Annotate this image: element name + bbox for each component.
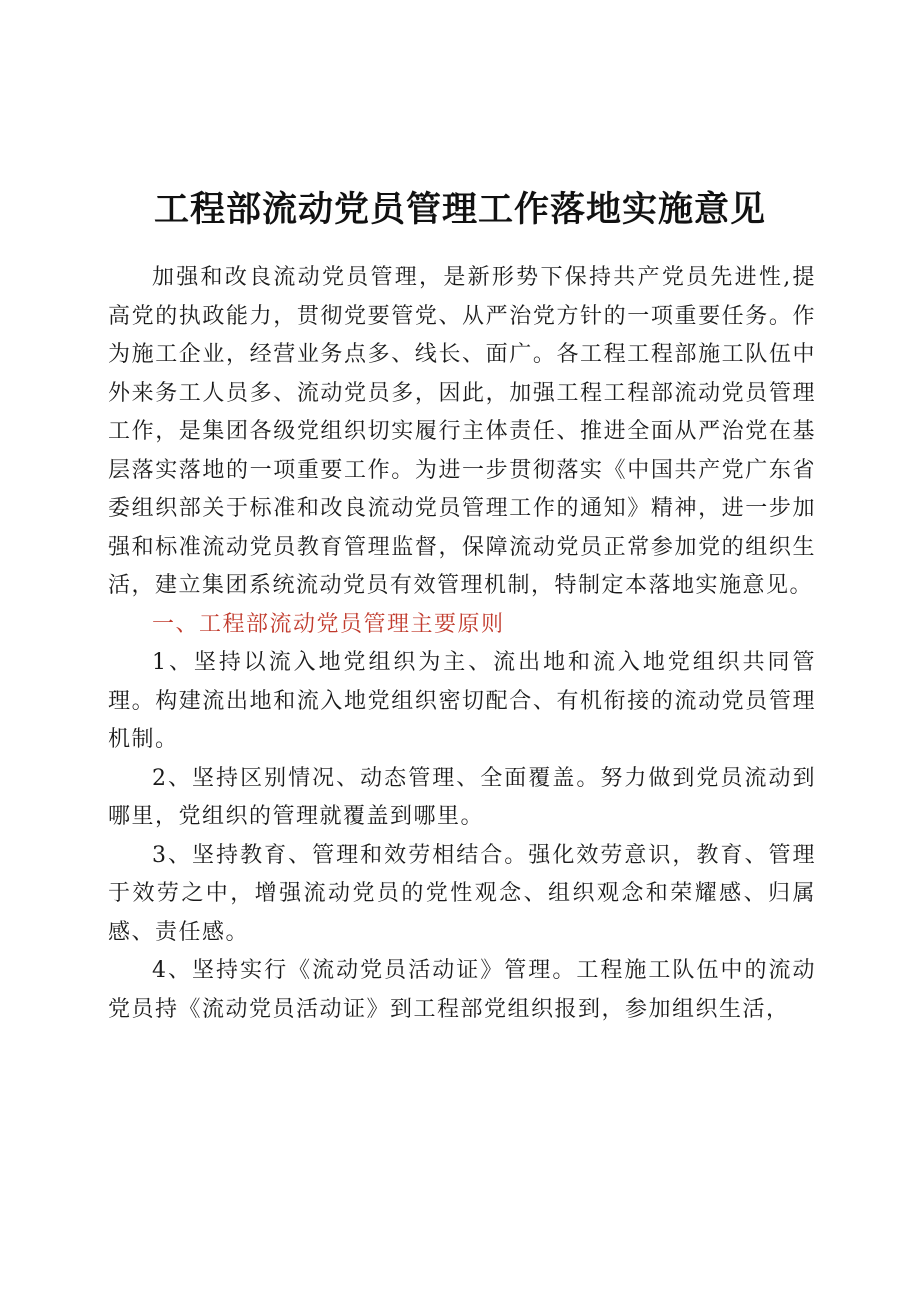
principle-2-paragraph: 2、坚持区别情况、动态管理、全面覆盖。努力做到党员流动到哪里，党组织的管理就覆盖到哪里。 <box>108 765 816 829</box>
document-title: 工程部流动党员管理工作落地实施意见 <box>153 190 766 230</box>
section-heading: 一、工程部流动党员管理主要原则 <box>152 611 505 637</box>
principle-1-paragraph: 1、坚持以流入地党组织为主、流出地和流入地党组织共同管理。构建流出地和流入地党组织密切配合、有机衔接的流动党员管理机制。 <box>108 650 816 752</box>
principle-3-paragraph: 3、坚持教育、管理和效劳相结合。强化效劳意识，教育、管理于效劳之中，增强流动党员的党性观念、组织观念和荣耀感、归属感、责任感。 <box>108 842 816 945</box>
document-body <box>108 259 816 1029</box>
principle-4-paragraph: 4、坚持实行《流动党员活动证》管理。工程施工队伍中的流动党员持《流动党员活动证》到工程部党组织报到，参加组织生活， <box>108 958 816 1022</box>
intro-paragraph: 加强和改良流动党员管理，是新形势下保持共产党员先进性,提高党的执政能力，贯彻党要管党、从严治党方针的一项重要任务。作为施工企业，经营业务点多、线长、面广。各工程工程部施工队伍中外来务工人员多、流动党员多，因此，加强工程工程部流动党员管理工作，是集团各级党组织切实履行主体责任、推进全面从严治党在基层落实落地的一项重要工作。为进一步贯彻落实《中国共产党广东省委组织部关于标准和改良流动党员管理工作的通知》精神，进一步加强和标准流动党员教育管理监督，保障流动党员正常参加党的组织生活，建立集团系统流动党员有效管理机制，特制定本落地实施意见。 <box>108 265 816 598</box>
